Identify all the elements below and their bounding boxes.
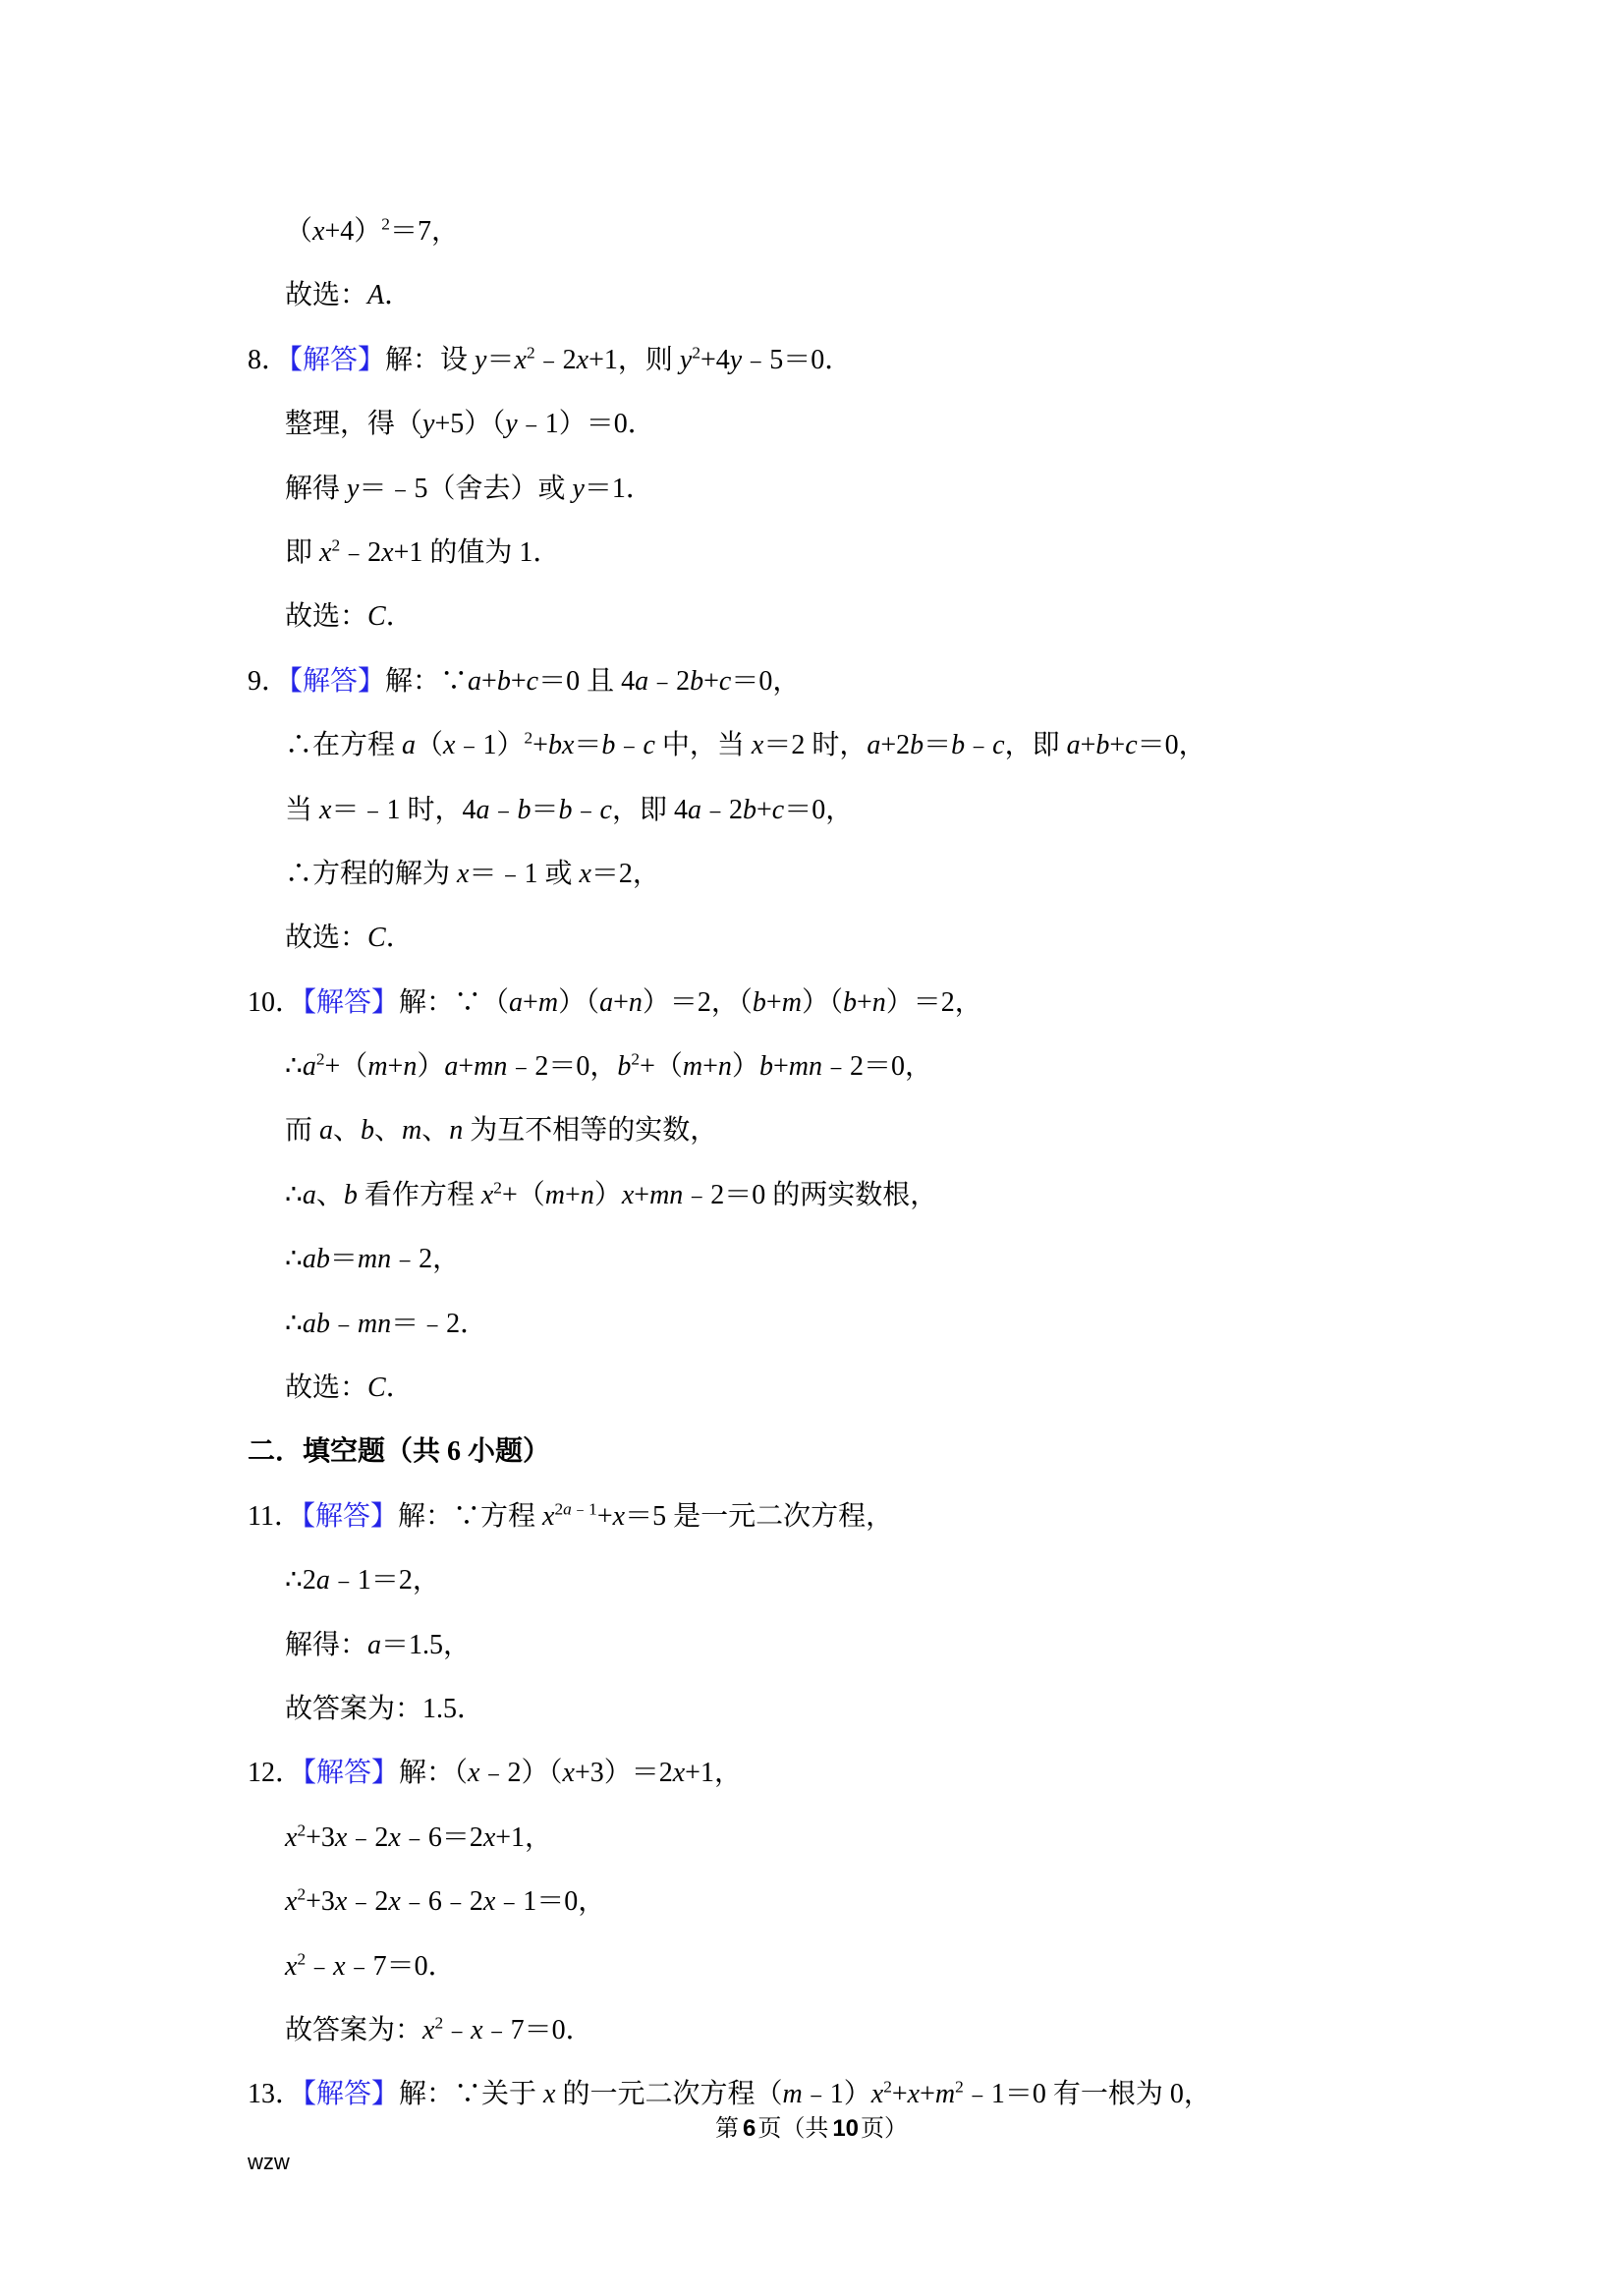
- text-run: ＝: [329, 1244, 358, 1275]
- text-run: +1，: [495, 1821, 553, 1853]
- math-variable: a: [367, 1629, 382, 1660]
- solution-item-line: [248, 1484, 1564, 1548]
- text-run: ﹣: [443, 2014, 472, 2045]
- text-run: ﹣1）＝0．: [517, 409, 655, 440]
- math-variable: x: [542, 1500, 555, 1532]
- solution-line: [248, 1548, 1564, 1612]
- math-variable: A: [367, 280, 385, 311]
- superscript: 2: [526, 343, 535, 363]
- text-run: 解：∵: [385, 665, 469, 697]
- text-run: ﹣7＝0．: [482, 2014, 593, 2045]
- text-run: ＝: [486, 344, 515, 375]
- text-run: +: [565, 1179, 581, 1210]
- math-variable: b: [361, 1115, 375, 1147]
- math-variable: m: [537, 986, 559, 1018]
- text-run: +: [756, 794, 772, 825]
- text-run: 解得：: [285, 1629, 368, 1660]
- text-run: +（: [640, 1051, 683, 1083]
- answer-tag: 【解答】: [303, 986, 400, 1018]
- math-variable: mn: [649, 1179, 684, 1210]
- math-variable: bx: [547, 730, 575, 761]
- superscript: 2: [955, 2077, 964, 2097]
- text-run: ﹣2: [700, 794, 743, 825]
- text-run: 解得: [285, 473, 348, 504]
- text-run: ＝2，: [590, 858, 660, 889]
- math-variable: y: [572, 473, 585, 504]
- math-variable: n: [717, 1051, 732, 1083]
- text-run: ﹣2）（: [479, 1758, 563, 1789]
- math-variable: x: [621, 1179, 635, 1210]
- text-run: +1，则: [588, 344, 680, 375]
- text-run: ∴: [285, 1051, 303, 1083]
- text-run: +: [891, 2079, 908, 2110]
- text-run: 看作方程: [357, 1179, 481, 1210]
- text-run: ＝﹣1 或: [469, 858, 580, 889]
- math-variable: c: [992, 730, 1005, 761]
- text-run: ﹣6＝2: [400, 1821, 483, 1853]
- math-variable: a: [509, 986, 524, 1018]
- math-variable: y: [679, 344, 693, 375]
- math-variable: a: [444, 1051, 459, 1083]
- text-run: +: [765, 986, 782, 1018]
- solution-line: [248, 1098, 1564, 1162]
- math-variable: b: [1095, 730, 1110, 761]
- text-run: +: [634, 1179, 650, 1210]
- math-variable: m: [544, 1179, 566, 1210]
- text-run: 、: [421, 1115, 450, 1147]
- math-variable: a: [687, 794, 701, 825]
- text-run: 中，当: [654, 730, 752, 761]
- item-number: 13．: [248, 2079, 304, 2110]
- text-run: ）: [417, 1051, 445, 1083]
- math-variable: x: [751, 730, 764, 761]
- text-run: +: [613, 986, 629, 1018]
- text-run: 解：设: [385, 344, 476, 375]
- item-number: 9．: [248, 665, 290, 697]
- math-variable: b: [343, 1179, 358, 1210]
- text-run: ﹣2: [347, 1886, 389, 1918]
- answer-tag: 【解答】: [303, 1758, 400, 1789]
- math-variable: x: [514, 344, 527, 375]
- math-variable: x: [443, 730, 456, 761]
- text-run: +: [702, 1051, 718, 1083]
- text-run: 故选：: [285, 280, 368, 311]
- math-variable: x: [319, 794, 332, 825]
- text-run: ﹣5＝0．: [742, 344, 853, 375]
- superscript: ﹣1: [571, 1499, 597, 1519]
- math-variable: x: [312, 216, 325, 247]
- math-variable: b: [742, 794, 756, 825]
- math-variable: c: [643, 730, 655, 761]
- solution-line: [248, 906, 1564, 970]
- text-run: ﹣1＝2，: [329, 1565, 440, 1596]
- math-variable: b: [601, 730, 616, 761]
- solution-line: [248, 1163, 1564, 1227]
- math-variable: n: [628, 986, 643, 1018]
- text-run: ﹣1＝0 有一根为 0，: [963, 2079, 1211, 2110]
- math-variable: x: [482, 1886, 496, 1918]
- math-variable: m: [781, 986, 802, 1018]
- solution-line: [248, 842, 1564, 906]
- math-variable: mn: [788, 1051, 822, 1083]
- math-variable: b: [951, 730, 966, 761]
- math-variable: c: [1125, 730, 1138, 761]
- text-run: ﹣2: [648, 665, 691, 697]
- math-variable: c: [526, 665, 539, 697]
- text-run: ﹣2＝0，: [821, 1051, 932, 1083]
- text-run: +: [596, 1500, 613, 1532]
- solution-line: [248, 1870, 1564, 1933]
- text-run: 解：∵方程: [397, 1500, 542, 1532]
- math-variable: x: [576, 344, 589, 375]
- text-run: +: [481, 665, 497, 697]
- text-run: +: [856, 986, 872, 1018]
- text-run: ＝2 时，: [763, 730, 867, 761]
- math-variable: x: [471, 2014, 483, 2045]
- text-run: 故答案为：1.5．: [285, 1693, 485, 1724]
- answer-tag: 【解答】: [289, 665, 386, 697]
- text-run: ﹣1＝0，: [495, 1886, 606, 1918]
- math-variable: a: [319, 1115, 334, 1147]
- text-run: +: [1109, 730, 1126, 761]
- math-variable: x: [543, 2079, 556, 2110]
- math-variable: x: [612, 1500, 626, 1532]
- math-variable: a: [315, 1565, 330, 1596]
- text-run: +: [703, 665, 719, 697]
- solution-item-line: [248, 328, 1564, 392]
- math-variable: C: [367, 1372, 386, 1404]
- text-run: 解：∵（: [399, 986, 510, 1018]
- solution-line: [248, 585, 1564, 648]
- math-variable: ab: [302, 1308, 330, 1339]
- math-variable: b: [496, 665, 511, 697]
- math-variable: x: [381, 536, 394, 568]
- text-run: +1，: [685, 1758, 742, 1789]
- text-run: ＝7，: [389, 216, 459, 247]
- text-run: +3）＝2: [574, 1758, 673, 1789]
- solution-line: [248, 778, 1564, 842]
- math-variable: b: [910, 730, 924, 761]
- math-variable: n: [449, 1115, 464, 1147]
- math-variable: x: [579, 858, 591, 889]
- page-footer: [0, 2113, 1623, 2145]
- text-run: （: [285, 216, 313, 247]
- text-run: +: [387, 1051, 404, 1083]
- math-variable: a: [402, 730, 417, 761]
- superscript: 2: [692, 343, 700, 363]
- math-variable: x: [468, 1758, 480, 1789]
- math-variable: c: [718, 665, 732, 697]
- text-run: +: [510, 665, 527, 697]
- text-run: ）＝2，: [885, 986, 982, 1018]
- text-run: 解：∵关于: [399, 2079, 544, 2110]
- superscript: 2: [883, 2077, 892, 2097]
- superscript: 2: [493, 1178, 502, 1198]
- math-variable: y: [422, 409, 435, 440]
- text-run: +（: [501, 1179, 545, 1210]
- math-variable: x: [334, 1821, 348, 1853]
- text-run: ）: [731, 1051, 759, 1083]
- solution-line: [248, 263, 1564, 327]
- math-variable: c: [771, 794, 785, 825]
- math-variable: a: [635, 665, 649, 697]
- math-variable: x: [285, 1821, 298, 1853]
- text-run: ﹣2: [534, 344, 577, 375]
- solution-line: [248, 392, 1564, 456]
- solution-line: [248, 1998, 1564, 2062]
- text-run: ∴2: [285, 1565, 316, 1596]
- math-variable: m: [782, 2079, 803, 2110]
- math-variable: C: [367, 923, 386, 954]
- solution-item-line: [248, 1741, 1564, 1805]
- math-variable: x: [388, 1821, 401, 1853]
- math-variable: m: [934, 2079, 956, 2110]
- text-run: 故选：: [285, 923, 368, 954]
- text-run: ＝0，: [784, 794, 854, 825]
- text-run: ．: [384, 280, 413, 311]
- text-run: ．: [385, 601, 414, 633]
- solution-line: [248, 1227, 1564, 1291]
- solution-line: [248, 1934, 1564, 1998]
- math-variable: x: [333, 1950, 346, 1982]
- text-run: ＝0，: [731, 665, 801, 697]
- math-variable: b: [558, 794, 573, 825]
- text-run: 即: [285, 536, 320, 568]
- math-variable: m: [402, 1115, 422, 1147]
- superscript: 2: [297, 1884, 307, 1904]
- text-run: ＝5 是一元二次方程，: [625, 1500, 894, 1532]
- answer-tag: 【解答】: [289, 344, 386, 375]
- superscript: 2: [297, 1949, 307, 1969]
- text-run: ．: [385, 923, 414, 954]
- solution-line: [248, 521, 1564, 585]
- text-run: +4: [700, 344, 730, 375]
- page-number: 6: [742, 2115, 756, 2142]
- text-run: 故答案为：: [285, 2014, 423, 2045]
- answer-tag: 【解答】: [301, 1500, 398, 1532]
- math-variable: b: [842, 986, 857, 1018]
- solution-line: [248, 1292, 1564, 1356]
- superscript: 2: [524, 728, 533, 748]
- text-run: 、: [333, 1115, 362, 1147]
- solution-body: [248, 199, 1564, 2127]
- math-variable: c: [599, 794, 612, 825]
- math-variable: b: [690, 665, 704, 697]
- item-number: 12．: [248, 1758, 304, 1789]
- solution-line: [248, 199, 1564, 263]
- total-pages: 10: [832, 2115, 860, 2142]
- text-run: ）（: [801, 986, 843, 1018]
- text-run: 的一元二次方程（: [555, 2079, 783, 2110]
- text-run: 、: [315, 1179, 344, 1210]
- item-number: 8．: [248, 344, 290, 375]
- superscript: 2: [315, 1049, 325, 1069]
- solution-line: [248, 1356, 1564, 1420]
- math-variable: m: [682, 1051, 703, 1083]
- text-run: ﹣: [615, 730, 644, 761]
- math-variable: C: [367, 601, 386, 633]
- text-run: +1 的值为 1．: [393, 536, 561, 568]
- text-run: ∴: [285, 1244, 303, 1275]
- solution-line: [248, 1806, 1564, 1870]
- solution-item-line: [248, 649, 1564, 713]
- math-variable: a: [302, 1179, 316, 1210]
- item-number: 11．: [248, 1500, 302, 1532]
- math-variable: a: [599, 986, 614, 1018]
- superscript: 2: [331, 535, 341, 555]
- text-run: ﹣: [489, 794, 518, 825]
- math-variable: x: [672, 1758, 686, 1789]
- text-run: +: [772, 1051, 789, 1083]
- math-variable: n: [580, 1179, 594, 1210]
- math-variable: n: [403, 1051, 418, 1083]
- text-run: ﹣2，: [391, 1244, 461, 1275]
- math-variable: x: [285, 1950, 298, 1982]
- text-run: 当: [285, 794, 320, 825]
- item-number: 10．: [248, 986, 304, 1018]
- text-run: ∴: [285, 1179, 303, 1210]
- math-variable: a: [302, 1051, 316, 1083]
- text-run: ＝: [923, 730, 952, 761]
- solution-item-line: [248, 971, 1564, 1035]
- text-run: +: [458, 1051, 475, 1083]
- math-variable: x: [388, 1886, 401, 1918]
- superscript: 2: [297, 1820, 307, 1840]
- text-run: ＝: [574, 730, 602, 761]
- text-run: 为互不相等的实数，: [463, 1115, 718, 1147]
- text-run: +（: [324, 1051, 368, 1083]
- math-variable: y: [505, 409, 518, 440]
- math-variable: ab: [302, 1244, 330, 1275]
- text-run: ∴方程的解为: [285, 858, 458, 889]
- math-variable: x: [870, 2079, 884, 2110]
- text-run: ﹣: [965, 730, 993, 761]
- text-run: ﹣1）: [455, 730, 525, 761]
- text-run: ）＝2，（: [642, 986, 753, 1018]
- text-run: +: [920, 2079, 935, 2110]
- solution-line: [248, 457, 1564, 521]
- text-run: ∴在方程: [285, 730, 403, 761]
- solution-line: [248, 1677, 1564, 1741]
- text-run: ＝﹣5（舍去）或: [359, 473, 573, 504]
- text-run: +5）（: [434, 409, 506, 440]
- superscript: 2: [554, 1499, 564, 1519]
- text-run: ﹣1）: [802, 2079, 871, 2110]
- author-mark: wzw: [248, 2150, 290, 2174]
- text-run: ＝0 且 4: [538, 665, 636, 697]
- text-run: ﹣2: [340, 536, 382, 568]
- math-variable: x: [907, 2079, 921, 2110]
- heading-text: 二．填空题（共 6 小题）: [248, 1436, 551, 1468]
- math-variable: mn: [357, 1244, 392, 1275]
- text-run: +2: [880, 730, 911, 761]
- math-variable: mn: [474, 1051, 508, 1083]
- math-variable: b: [758, 1051, 773, 1083]
- text-run: ﹣2＝0 的两实数根，: [683, 1179, 938, 1210]
- math-variable: x: [562, 1758, 575, 1789]
- text-run: 、: [374, 1115, 403, 1147]
- text-run: ＝﹣1 时，4: [331, 794, 476, 825]
- superscript-variable: a: [563, 1499, 572, 1519]
- math-variable: b: [517, 794, 532, 825]
- answer-tag: 【解答】: [303, 2079, 400, 2110]
- text-run: +: [532, 730, 548, 761]
- math-variable: mn: [357, 1308, 392, 1339]
- text-run: 故选：: [285, 1372, 368, 1404]
- text-run: ＝0，: [1137, 730, 1206, 761]
- text-run: ＝1．: [584, 473, 653, 504]
- text-run: ）（: [558, 986, 600, 1018]
- math-variable: y: [475, 344, 487, 375]
- footer-text: 第: [714, 2116, 739, 2142]
- math-variable: b: [752, 986, 766, 1018]
- math-variable: x: [482, 1821, 496, 1853]
- superscript: 2: [631, 1049, 641, 1069]
- math-variable: n: [871, 986, 886, 1018]
- footer-text: 页（共: [757, 2116, 829, 2142]
- text-run: ∴: [285, 1308, 303, 1339]
- text-run: ﹣2: [347, 1821, 389, 1853]
- math-variable: y: [347, 473, 360, 504]
- text-run: ﹣: [329, 1308, 358, 1339]
- text-run: ＝﹣2．: [391, 1308, 488, 1339]
- text-run: ．: [385, 1372, 414, 1404]
- text-run: ﹣2＝0，: [507, 1051, 618, 1083]
- text-run: +3: [306, 1821, 335, 1853]
- solution-line: [248, 1035, 1564, 1098]
- text-run: 而: [285, 1115, 320, 1147]
- math-variable: a: [867, 730, 881, 761]
- math-variable: b: [617, 1051, 632, 1083]
- math-variable: y: [729, 344, 743, 375]
- text-run: 故选：: [285, 601, 368, 633]
- text-run: 整理，得（: [285, 409, 423, 440]
- text-run: +: [523, 986, 538, 1018]
- text-run: （: [416, 730, 444, 761]
- math-variable: a: [468, 665, 482, 697]
- text-run: ）: [593, 1179, 622, 1210]
- math-variable: x: [422, 2014, 435, 2045]
- text-run: ﹣: [306, 1950, 334, 1982]
- text-run: +: [1080, 730, 1096, 761]
- math-variable: x: [285, 1886, 298, 1918]
- text-run: 解：（: [399, 1758, 469, 1789]
- solution-line: [248, 1613, 1564, 1677]
- text-run: ，即 4: [611, 794, 688, 825]
- solution-line: [248, 713, 1564, 777]
- superscript: 2: [434, 2013, 444, 2033]
- math-variable: a: [1066, 730, 1081, 761]
- text-run: ﹣7＝0．: [345, 1950, 456, 1982]
- text-run: ﹣6﹣2: [400, 1886, 483, 1918]
- text-run: +4）: [324, 216, 382, 247]
- text-run: +3: [306, 1886, 335, 1918]
- text-run: ，即: [1004, 730, 1067, 761]
- math-variable: x: [457, 858, 470, 889]
- superscript: 2: [381, 214, 390, 234]
- math-variable: a: [476, 794, 490, 825]
- text-run: ＝1.5，: [381, 1629, 472, 1660]
- math-variable: x: [334, 1886, 348, 1918]
- text-run: ＝: [531, 794, 559, 825]
- math-variable: m: [367, 1051, 388, 1083]
- text-run: ﹣: [572, 794, 600, 825]
- footer-text: 页）: [861, 2116, 909, 2142]
- math-variable: x: [480, 1179, 494, 1210]
- section-heading: [248, 1420, 1564, 1484]
- math-variable: x: [319, 536, 332, 568]
